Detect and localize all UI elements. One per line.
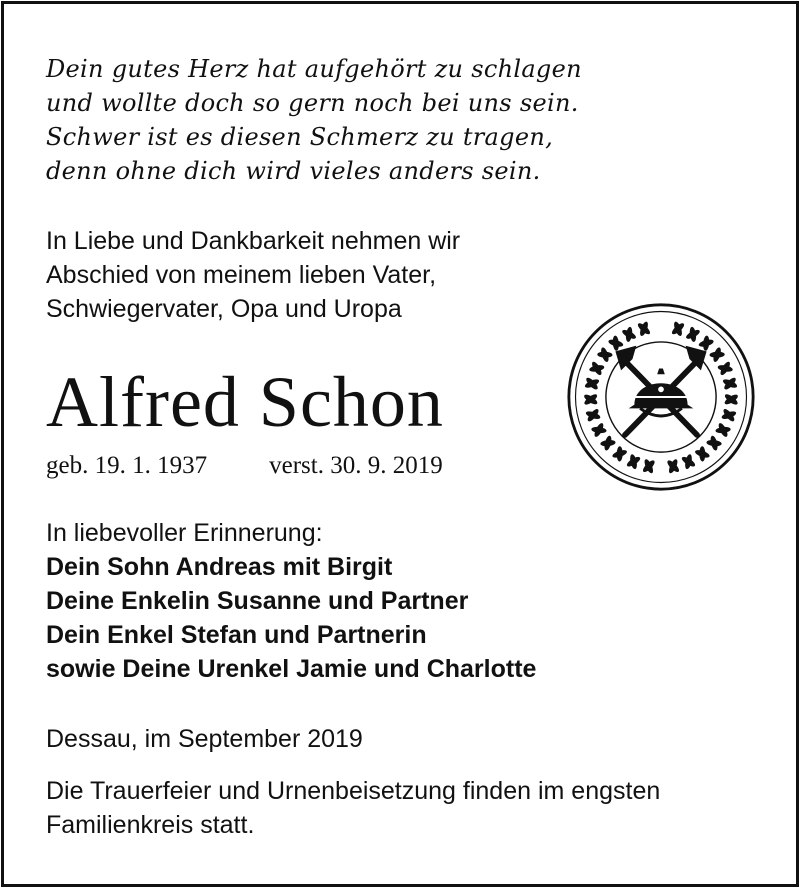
memorial-poem: [46, 52, 582, 188]
funeral-note: Die Trauerfeier und Urnenbeisetzung finden im engsten Familienkreis statt.: [46, 777, 661, 839]
mourners-section: [46, 516, 536, 686]
intro-line: Schwiegervater, Opa und Uropa: [46, 295, 402, 323]
intro-line: Abschied von meinem lieben Vater,: [46, 261, 437, 289]
mourner-entry: Dein Sohn Andreas mit Birgit: [46, 553, 393, 581]
intro-line: In Liebe und Dankbarkeit nehmen wir: [46, 227, 461, 255]
poem-line: und wollte doch so gern noch bei uns sein.: [46, 89, 579, 117]
place-and-date: Dessau, im September 2019: [46, 725, 363, 753]
birth-date: geb. 19. 1. 1937: [46, 452, 208, 479]
mourners-heading: In liebevoller Erinnerung:: [46, 519, 323, 547]
poem-line: denn ohne dich wird vieles anders sein.: [46, 157, 541, 185]
mourner-entry: Deine Enkelin Susanne und Partner: [46, 587, 469, 615]
fire-brigade-emblem-icon: [566, 302, 756, 492]
life-dates: [46, 450, 443, 482]
mourner-entry: Dein Enkel Stefan und Partnerin: [46, 621, 427, 649]
poem-line: Schwer ist es diesen Schmerz zu tragen,: [46, 123, 554, 151]
deceased-name: Alfred Schon: [46, 362, 444, 442]
death-date: verst. 30. 9. 2019: [269, 452, 443, 479]
mourner-entry: sowie Deine Urenkel Jamie und Charlotte: [46, 655, 537, 683]
poem-line: Dein gutes Herz hat aufgehört zu schlagen: [46, 55, 582, 83]
farewell-intro: [46, 224, 460, 326]
